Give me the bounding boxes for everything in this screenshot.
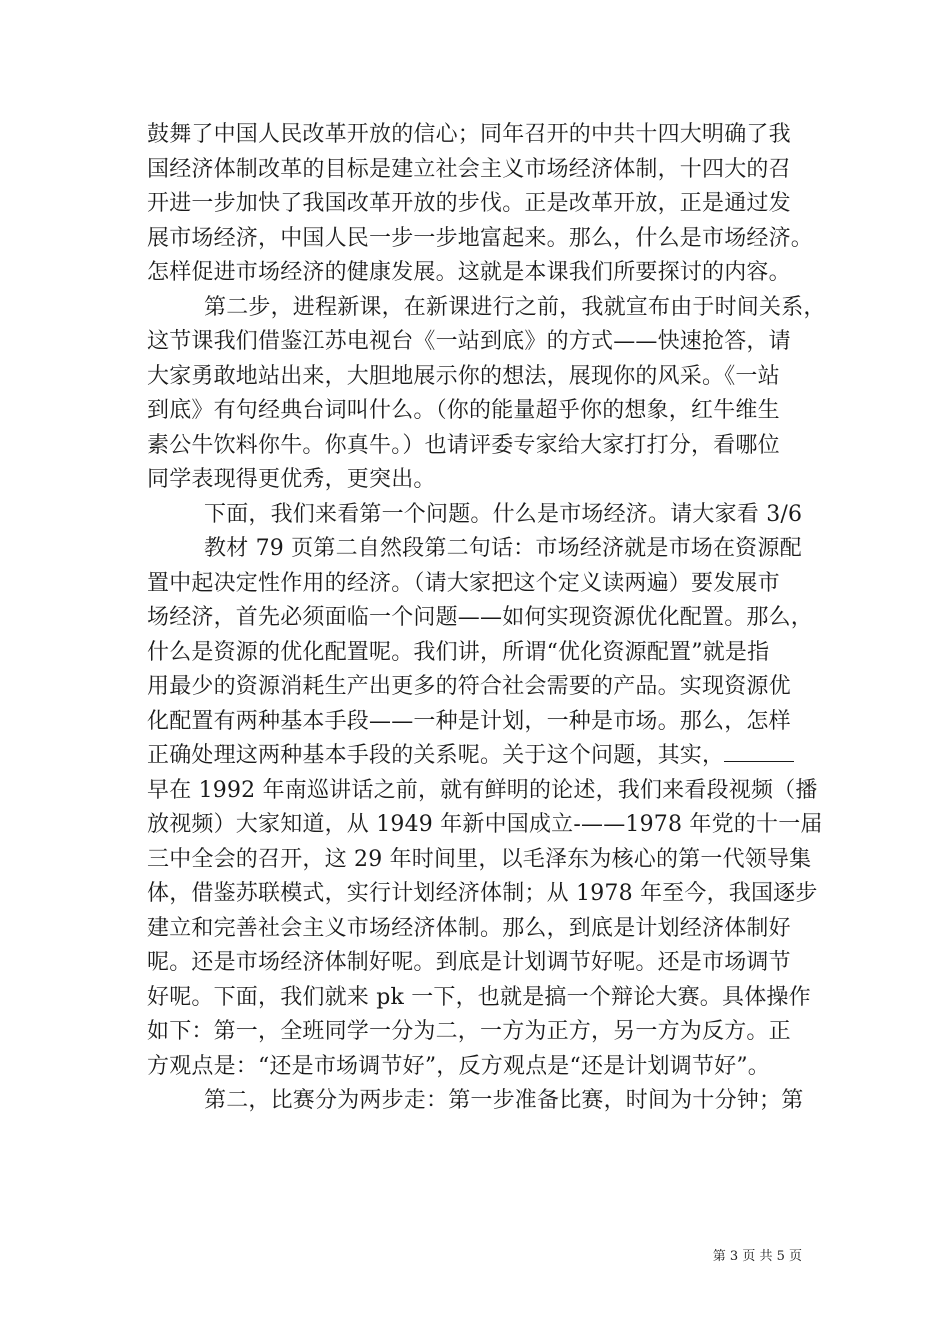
text-line: 呢。还是市场经济体制好呢。到底是计划调节好呢。还是市场调节 — [147, 950, 791, 975]
text-line: 化配置有两种基本手段——一种是计划，一种是市场。那么，怎样 — [147, 708, 791, 734]
text-line: 用最少的资源消耗生产出更多的符合社会需要的产品。实现资源优 — [147, 674, 791, 699]
text-line: 方观点是：“还是市场调节好”，反方观点是“还是计划调节好”。 — [147, 1053, 770, 1079]
text-line: 第二，比赛分为两步走：第一步准备比赛，时间为十分钟；第 — [204, 1088, 804, 1113]
text-line: 什么是资源的优化配置呢。我们讲，所谓“优化资源配置”就是指 — [147, 639, 770, 665]
text-line: 素公牛饮料你牛。你真牛。）也请评委专家给大家打打分，看哪位 — [147, 432, 780, 458]
text-line: 第二步，进程新课，在新课进行之前，我就宣布由于时间关系， — [204, 294, 826, 320]
text-line: 同学表现得更优秀，更突出。 — [147, 467, 436, 492]
text-line: 教材 79 页第二自然段第二句话：市场经济就是市场在资源配 — [204, 536, 802, 561]
text-line: 开进一步加快了我国改革开放的步伐。正是改革开放，正是通过发 — [147, 191, 791, 216]
text-line: 展市场经济，中国人民一步一步地富起来。那么，什么是市场经济。 — [147, 225, 814, 251]
text-line: 建立和完善社会主义市场经济体制。那么，到底是计划经济体制好 — [147, 915, 791, 941]
text-line: 怎样促进市场经济的健康发展。这就是本课我们所要探讨的内容。 — [147, 260, 791, 285]
text-line: 早在 1992 年南巡讲话之前，就有鲜明的论述，我们来看段视频（播 — [147, 777, 818, 803]
text-line: 放视频）大家知道，从 1949 年新中国成立-——1978 年党的十一届 — [147, 812, 823, 837]
document-body — [147, 118, 827, 1119]
text-line: 体，借鉴苏联模式，实行计划经济体制；从 1978 年至今，我国逐步 — [147, 881, 818, 906]
text-line-with-blank — [147, 739, 827, 774]
text-line: 大家勇敢地站出来，大胆地展示你的想法，展现你的风采。《一站 — [147, 363, 780, 389]
text-line: 如下：第一，全班同学一分为二，一方为正方，另一方为反方。正 — [147, 1019, 791, 1044]
text-line: 好呢。下面，我们就来 pk 一下，也就是搞一个辩论大赛。具体操作 — [147, 984, 811, 1010]
text-line: 场经济，首先必须面临一个问题——如何实现资源优化配置。那么， — [147, 605, 814, 630]
page-number: 第 3 页 共 5 页 — [712, 1249, 802, 1264]
fill-in-blank — [724, 741, 794, 762]
text-line: 到底》有句经典台词叫什么。（你的能量超乎你的想象，红牛维生 — [147, 398, 780, 423]
text-line: 三中全会的召开，这 29 年时间里，以毛泽东为核心的第一代领导集 — [147, 846, 812, 872]
text-line: 这节课我们借鉴江苏电视台《一站到底》的方式——快速抢答，请 — [147, 329, 791, 354]
text-line: 下面，我们来看第一个问题。什么是市场经济。请大家看 3/6 — [204, 501, 803, 527]
text-line: 置中起决定性作用的经济。（请大家把这个定义读两遍）要发展市 — [147, 570, 780, 596]
text-line: 国经济体制改革的目标是建立社会主义市场经济体制，十四大的召 — [147, 156, 791, 182]
text-line: 正确处理这两种基本手段的关系呢。关于这个问题，其实， — [147, 743, 725, 768]
text-line: 鼓舞了中国人民改革开放的信心；同年召开的中共十四大明确了我 — [147, 122, 791, 147]
